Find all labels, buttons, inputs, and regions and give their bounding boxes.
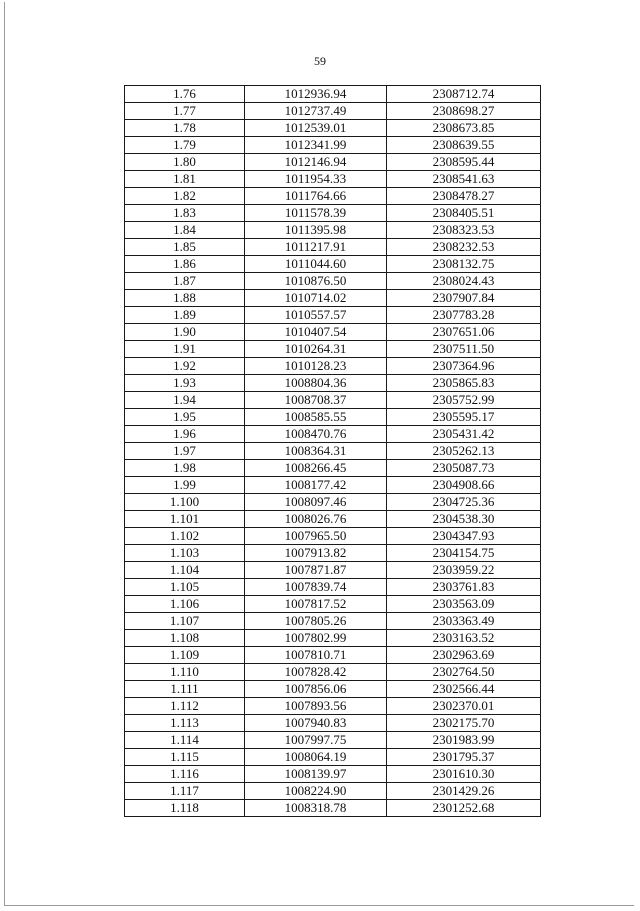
- y-coordinate-cell: 2305087.73: [387, 460, 541, 477]
- point-id-cell: 1.109: [125, 647, 245, 664]
- point-id-cell: 1.78: [125, 120, 245, 137]
- table-row: [125, 511, 541, 528]
- point-id-cell: 1.112: [125, 698, 245, 715]
- x-coordinate-cell: 1011217.91: [245, 239, 387, 256]
- point-id-cell: 1.97: [125, 443, 245, 460]
- table-row: [125, 392, 541, 409]
- y-coordinate-cell: 2308541.63: [387, 171, 541, 188]
- point-id-cell: 1.117: [125, 783, 245, 800]
- table-row: [125, 120, 541, 137]
- point-id-cell: 1.87: [125, 273, 245, 290]
- point-id-cell: 1.80: [125, 154, 245, 171]
- table-row: [125, 137, 541, 154]
- table-row: [125, 545, 541, 562]
- y-coordinate-cell: 2308132.75: [387, 256, 541, 273]
- table-row: [125, 409, 541, 426]
- point-id-cell: 1.89: [125, 307, 245, 324]
- y-coordinate-cell: 2308595.44: [387, 154, 541, 171]
- table-row: [125, 358, 541, 375]
- x-coordinate-cell: 1007805.26: [245, 613, 387, 630]
- table-row: [125, 86, 541, 103]
- table-row: [125, 613, 541, 630]
- point-id-cell: 1.82: [125, 188, 245, 205]
- y-coordinate-cell: 2305865.83: [387, 375, 541, 392]
- y-coordinate-cell: 2304154.75: [387, 545, 541, 562]
- table-row: [125, 494, 541, 511]
- x-coordinate-cell: 1008224.90: [245, 783, 387, 800]
- table-row: [125, 188, 541, 205]
- point-id-cell: 1.103: [125, 545, 245, 562]
- point-id-cell: 1.110: [125, 664, 245, 681]
- point-id-cell: 1.76: [125, 86, 245, 103]
- coordinate-table-body: [125, 86, 541, 817]
- x-coordinate-cell: 1012539.01: [245, 120, 387, 137]
- table-row: [125, 324, 541, 341]
- y-coordinate-cell: 2304725.36: [387, 494, 541, 511]
- point-id-cell: 1.94: [125, 392, 245, 409]
- x-coordinate-cell: 1010264.31: [245, 341, 387, 358]
- x-coordinate-cell: 1008097.46: [245, 494, 387, 511]
- point-id-cell: 1.104: [125, 562, 245, 579]
- table-row: [125, 664, 541, 681]
- x-coordinate-cell: 1010128.23: [245, 358, 387, 375]
- table-row: [125, 596, 541, 613]
- y-coordinate-cell: 2303563.09: [387, 596, 541, 613]
- table-row: [125, 103, 541, 120]
- y-coordinate-cell: 2301429.26: [387, 783, 541, 800]
- y-coordinate-cell: 2301610.30: [387, 766, 541, 783]
- y-coordinate-cell: 2302370.01: [387, 698, 541, 715]
- x-coordinate-cell: 1008804.36: [245, 375, 387, 392]
- y-coordinate-cell: 2305431.42: [387, 426, 541, 443]
- x-coordinate-cell: 1012341.99: [245, 137, 387, 154]
- x-coordinate-cell: 1008585.55: [245, 409, 387, 426]
- table-row: [125, 698, 541, 715]
- x-coordinate-cell: 1007913.82: [245, 545, 387, 562]
- y-coordinate-cell: 2308405.51: [387, 205, 541, 222]
- x-coordinate-cell: 1010714.02: [245, 290, 387, 307]
- table-row: [125, 528, 541, 545]
- table-row: [125, 477, 541, 494]
- x-coordinate-cell: 1008026.76: [245, 511, 387, 528]
- table-row: [125, 239, 541, 256]
- point-id-cell: 1.114: [125, 732, 245, 749]
- point-id-cell: 1.102: [125, 528, 245, 545]
- y-coordinate-cell: 2303163.52: [387, 630, 541, 647]
- table-row: [125, 749, 541, 766]
- y-coordinate-cell: 2308323.53: [387, 222, 541, 239]
- x-coordinate-cell: 1008266.45: [245, 460, 387, 477]
- y-coordinate-cell: 2305752.99: [387, 392, 541, 409]
- y-coordinate-cell: 2303363.49: [387, 613, 541, 630]
- point-id-cell: 1.77: [125, 103, 245, 120]
- point-id-cell: 1.88: [125, 290, 245, 307]
- table-row: [125, 307, 541, 324]
- y-coordinate-cell: 2308639.55: [387, 137, 541, 154]
- point-id-cell: 1.85: [125, 239, 245, 256]
- x-coordinate-cell: 1008470.76: [245, 426, 387, 443]
- point-id-cell: 1.101: [125, 511, 245, 528]
- table-row: [125, 630, 541, 647]
- x-coordinate-cell: 1007856.06: [245, 681, 387, 698]
- x-coordinate-cell: 1007817.52: [245, 596, 387, 613]
- x-coordinate-cell: 1012936.94: [245, 86, 387, 103]
- y-coordinate-cell: 2308478.27: [387, 188, 541, 205]
- y-coordinate-cell: 2301983.99: [387, 732, 541, 749]
- table-row: [125, 443, 541, 460]
- point-id-cell: 1.98: [125, 460, 245, 477]
- y-coordinate-cell: 2302175.70: [387, 715, 541, 732]
- y-coordinate-cell: 2308024.43: [387, 273, 541, 290]
- y-coordinate-cell: 2308698.27: [387, 103, 541, 120]
- x-coordinate-cell: 1007810.71: [245, 647, 387, 664]
- point-id-cell: 1.116: [125, 766, 245, 783]
- y-coordinate-cell: 2305595.17: [387, 409, 541, 426]
- x-coordinate-cell: 1007839.74: [245, 579, 387, 596]
- point-id-cell: 1.91: [125, 341, 245, 358]
- point-id-cell: 1.105: [125, 579, 245, 596]
- y-coordinate-cell: 2304908.66: [387, 477, 541, 494]
- table-row: [125, 375, 541, 392]
- y-coordinate-cell: 2307511.50: [387, 341, 541, 358]
- x-coordinate-cell: 1011954.33: [245, 171, 387, 188]
- y-coordinate-cell: 2307783.28: [387, 307, 541, 324]
- x-coordinate-cell: 1012737.49: [245, 103, 387, 120]
- point-id-cell: 1.113: [125, 715, 245, 732]
- x-coordinate-cell: 1011764.66: [245, 188, 387, 205]
- table-row: [125, 290, 541, 307]
- table-row: [125, 647, 541, 664]
- table-row: [125, 783, 541, 800]
- x-coordinate-cell: 1010557.57: [245, 307, 387, 324]
- point-id-cell: 1.92: [125, 358, 245, 375]
- point-id-cell: 1.93: [125, 375, 245, 392]
- point-id-cell: 1.118: [125, 800, 245, 817]
- x-coordinate-cell: 1007997.75: [245, 732, 387, 749]
- y-coordinate-cell: 2303761.83: [387, 579, 541, 596]
- table-row: [125, 681, 541, 698]
- x-coordinate-cell: 1010407.54: [245, 324, 387, 341]
- point-id-cell: 1.111: [125, 681, 245, 698]
- table-row: [125, 579, 541, 596]
- table-row: [125, 732, 541, 749]
- point-id-cell: 1.100: [125, 494, 245, 511]
- x-coordinate-cell: 1007940.83: [245, 715, 387, 732]
- point-id-cell: 1.107: [125, 613, 245, 630]
- point-id-cell: 1.108: [125, 630, 245, 647]
- point-id-cell: 1.115: [125, 749, 245, 766]
- x-coordinate-cell: 1007965.50: [245, 528, 387, 545]
- y-coordinate-cell: 2307651.06: [387, 324, 541, 341]
- page-number: 59: [314, 54, 326, 68]
- x-coordinate-cell: 1008177.42: [245, 477, 387, 494]
- point-id-cell: 1.106: [125, 596, 245, 613]
- y-coordinate-cell: 2308712.74: [387, 86, 541, 103]
- point-id-cell: 1.90: [125, 324, 245, 341]
- y-coordinate-cell: 2308232.53: [387, 239, 541, 256]
- table-row: [125, 426, 541, 443]
- x-coordinate-cell: 1007893.56: [245, 698, 387, 715]
- y-coordinate-cell: 2302566.44: [387, 681, 541, 698]
- y-coordinate-cell: 2304347.93: [387, 528, 541, 545]
- x-coordinate-cell: 1008318.78: [245, 800, 387, 817]
- x-coordinate-cell: 1007802.99: [245, 630, 387, 647]
- y-coordinate-cell: 2302764.50: [387, 664, 541, 681]
- x-coordinate-cell: 1008064.19: [245, 749, 387, 766]
- table-row: [125, 171, 541, 188]
- y-coordinate-cell: 2301795.37: [387, 749, 541, 766]
- y-coordinate-cell: 2302963.69: [387, 647, 541, 664]
- table-row: [125, 800, 541, 817]
- y-coordinate-cell: 2303959.22: [387, 562, 541, 579]
- table-row: [125, 222, 541, 239]
- x-coordinate-cell: 1008708.37: [245, 392, 387, 409]
- table-row: [125, 256, 541, 273]
- x-coordinate-cell: 1011578.39: [245, 205, 387, 222]
- table-row: [125, 460, 541, 477]
- x-coordinate-cell: 1008364.31: [245, 443, 387, 460]
- x-coordinate-cell: 1010876.50: [245, 273, 387, 290]
- coordinate-table: [124, 85, 541, 817]
- point-id-cell: 1.81: [125, 171, 245, 188]
- x-coordinate-cell: 1007828.42: [245, 664, 387, 681]
- x-coordinate-cell: 1008139.97: [245, 766, 387, 783]
- y-coordinate-cell: 2307907.84: [387, 290, 541, 307]
- y-coordinate-cell: 2301252.68: [387, 800, 541, 817]
- y-coordinate-cell: 2307364.96: [387, 358, 541, 375]
- y-coordinate-cell: 2308673.85: [387, 120, 541, 137]
- table-row: [125, 205, 541, 222]
- point-id-cell: 1.99: [125, 477, 245, 494]
- point-id-cell: 1.96: [125, 426, 245, 443]
- table-row: [125, 562, 541, 579]
- table-row: [125, 154, 541, 171]
- table-row: [125, 341, 541, 358]
- x-coordinate-cell: 1011395.98: [245, 222, 387, 239]
- x-coordinate-cell: 1012146.94: [245, 154, 387, 171]
- point-id-cell: 1.86: [125, 256, 245, 273]
- table-row: [125, 273, 541, 290]
- table-row: [125, 715, 541, 732]
- x-coordinate-cell: 1011044.60: [245, 256, 387, 273]
- y-coordinate-cell: 2305262.13: [387, 443, 541, 460]
- point-id-cell: 1.95: [125, 409, 245, 426]
- y-coordinate-cell: 2304538.30: [387, 511, 541, 528]
- point-id-cell: 1.84: [125, 222, 245, 239]
- x-coordinate-cell: 1007871.87: [245, 562, 387, 579]
- point-id-cell: 1.79: [125, 137, 245, 154]
- point-id-cell: 1.83: [125, 205, 245, 222]
- table-row: [125, 766, 541, 783]
